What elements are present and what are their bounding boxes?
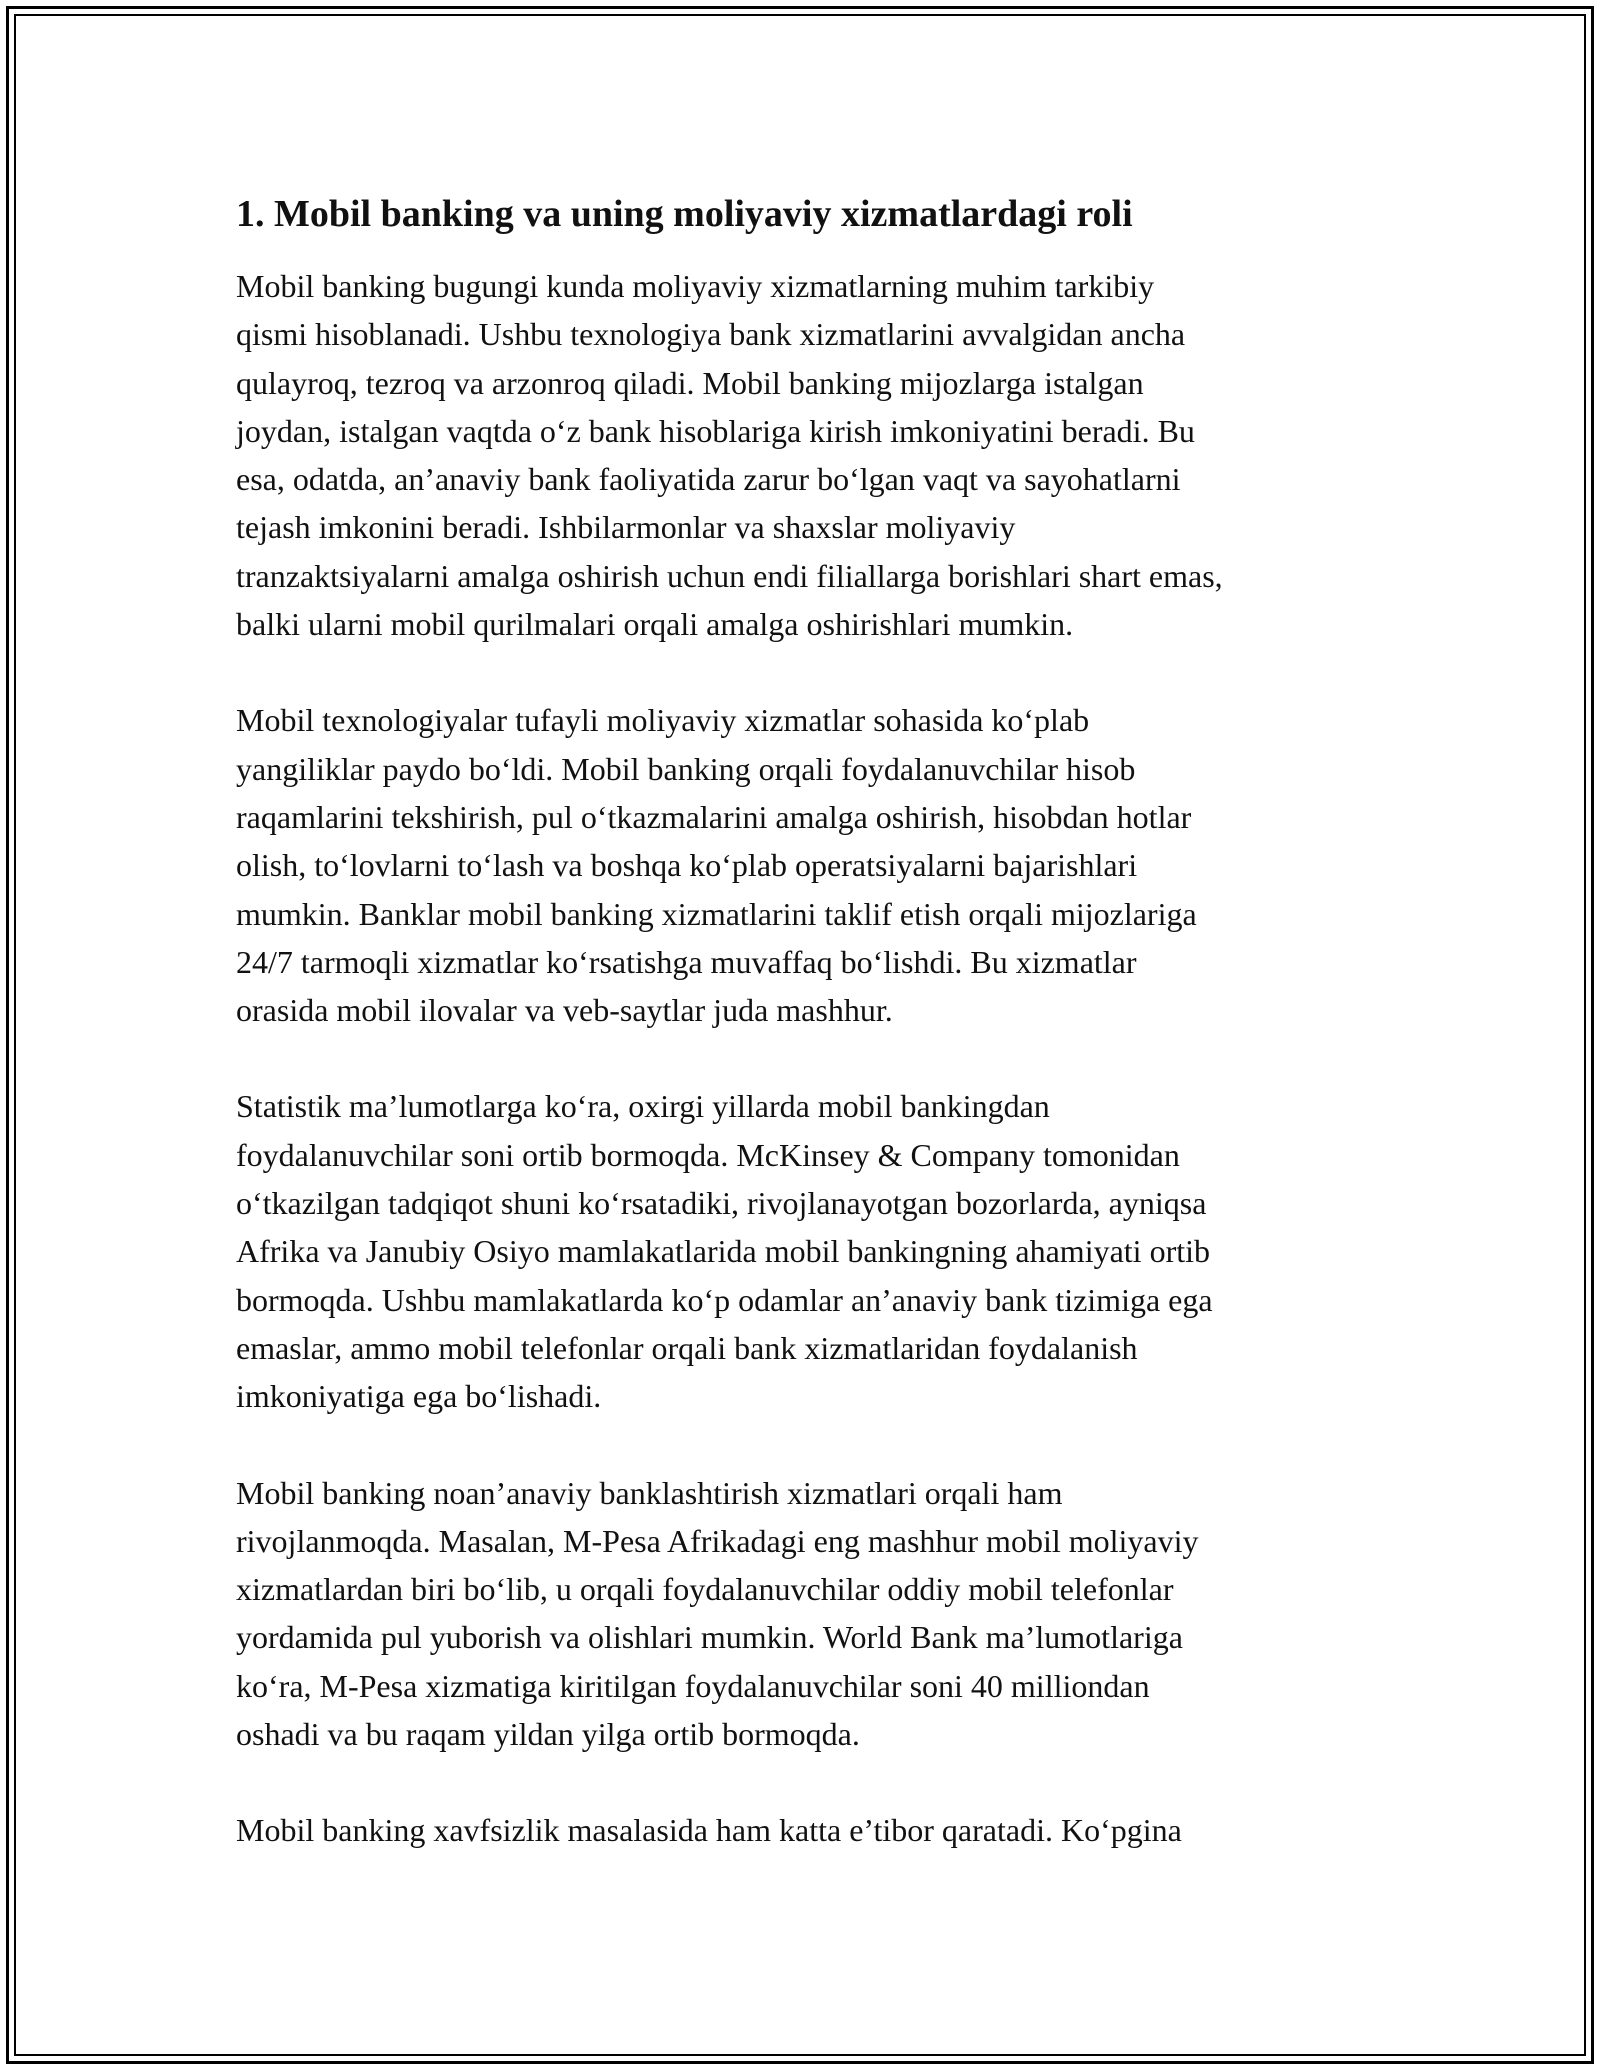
text-line: ko‘ra, M-Pesa xizmatiga kiritilgan foydalanuvchilar soni 40 milliondan xyxy=(236,1667,1150,1704)
text-line: foydalanuvchilar soni ortib bormoqda. McKinsey & Company tomonidan xyxy=(236,1136,1180,1173)
text-line: yordamida pul yuborish va olishlari mumkin. World Bank ma’lumotlariga xyxy=(236,1619,1183,1656)
text-line: rivojlanmoqda. Masalan, M-Pesa Afrikadagi eng mashhur mobil moliyaviy xyxy=(236,1522,1199,1559)
text-line: Statistik ma’lumotlarga ko‘ra, oxirgi yillarda mobil bankingdan xyxy=(236,1088,1050,1125)
text-line: Afrika va Janubiy Osiyo mamlakatlarida mobil bankingning ahamiyati ortib xyxy=(236,1233,1210,1270)
text-line: imkoniyatiga ega bo‘lishadi. xyxy=(236,1378,602,1415)
section-heading: 1. Mobil banking va uning moliyaviy xizmatlardagi roli xyxy=(236,193,1133,235)
text-line: olish, to‘lovlarni to‘lash va boshqa ko‘plab operatsiyalarni bajarishlari xyxy=(236,847,1138,884)
text-line: yangiliklar paydo bo‘ldi. Mobil banking orqali foydalanuvchilar hisob xyxy=(236,750,1136,787)
text-line: orasida mobil ilovalar va veb-saytlar juda mashhur. xyxy=(236,992,893,1029)
text-line: balki ularni mobil qurilmalari orqali amalga oshirishlari mumkin. xyxy=(236,606,1074,643)
text-line: oshadi va bu raqam yildan yilga ortib bormoqda. xyxy=(236,1716,860,1753)
document-body xyxy=(236,184,1366,1903)
text-line: bormoqda. Ushbu mamlakatlarda ko‘p odamlar an’anaviy bank tizimiga ega xyxy=(236,1281,1213,1318)
text-line: 24/7 tarmoqli xizmatlar ko‘rsatishga muvaffaq bo‘lishdi. Bu xizmatlar xyxy=(236,943,1137,980)
text-line: tranzaktsiyalarni amalga oshirish uchun endi filiallarga borishlari shart emas, xyxy=(236,557,1223,594)
text-line: joydan, istalgan vaqtda o‘z bank hisoblariga kirish imkoniyatini beradi. Bu xyxy=(236,412,1195,449)
text-line: esa, odatda, an’anaviy bank faoliyatida zarur bo‘lgan vaqt va sayohatlarni xyxy=(236,461,1181,498)
text-line: emaslar, ammo mobil telefonlar orqali bank xizmatlaridan foydalanish xyxy=(236,1329,1138,1366)
text-line: qulayroq, tezroq va arzonroq qiladi. Mobil banking mijozlarga istalgan xyxy=(236,364,1144,401)
text-line: Mobil banking bugungi kunda moliyaviy xizmatlarning muhim tarkibiy xyxy=(236,268,1155,304)
text-line: mumkin. Banklar mobil banking xizmatlarini taklif etish orqali mijozlariga xyxy=(236,895,1197,932)
text-line: tejash imkonini beradi. Ishbilarmonlar va shaxslar moliyaviy xyxy=(236,509,1016,546)
text-line: Mobil banking xavfsizlik masalasida ham katta e’tibor qaratadi. Ko‘pgina xyxy=(236,1812,1182,1849)
text-line: qismi hisoblanadi. Ushbu texnologiya bank xizmatlarini avvalgidan ancha xyxy=(236,316,1186,353)
paragraph-4 xyxy=(236,1469,1366,1759)
text-line: Mobil banking noan’anaviy banklashtirish xizmatlari orqali ham xyxy=(236,1474,1063,1511)
paragraph-5 xyxy=(236,1806,1366,1854)
text-line: xizmatlardan biri bo‘lib, u orqali foydalanuvchilar oddiy mobil telefonlar xyxy=(236,1571,1174,1608)
paragraph-1 xyxy=(236,262,1366,648)
text-line: raqamlarini tekshirish, pul o‘tkazmalarini amalga oshirish, hisobdan hotlar xyxy=(236,798,1192,835)
paragraph-3 xyxy=(236,1082,1366,1420)
text-line: Mobil texnologiyalar tufayli moliyaviy xizmatlar sohasida ko‘plab xyxy=(236,702,1090,739)
text-line: o‘tkazilgan tadqiqot shuni ko‘rsatadiki, rivojlanayotgan bozorlarda, ayniqsa xyxy=(236,1185,1207,1222)
paragraph-2 xyxy=(236,696,1366,1034)
